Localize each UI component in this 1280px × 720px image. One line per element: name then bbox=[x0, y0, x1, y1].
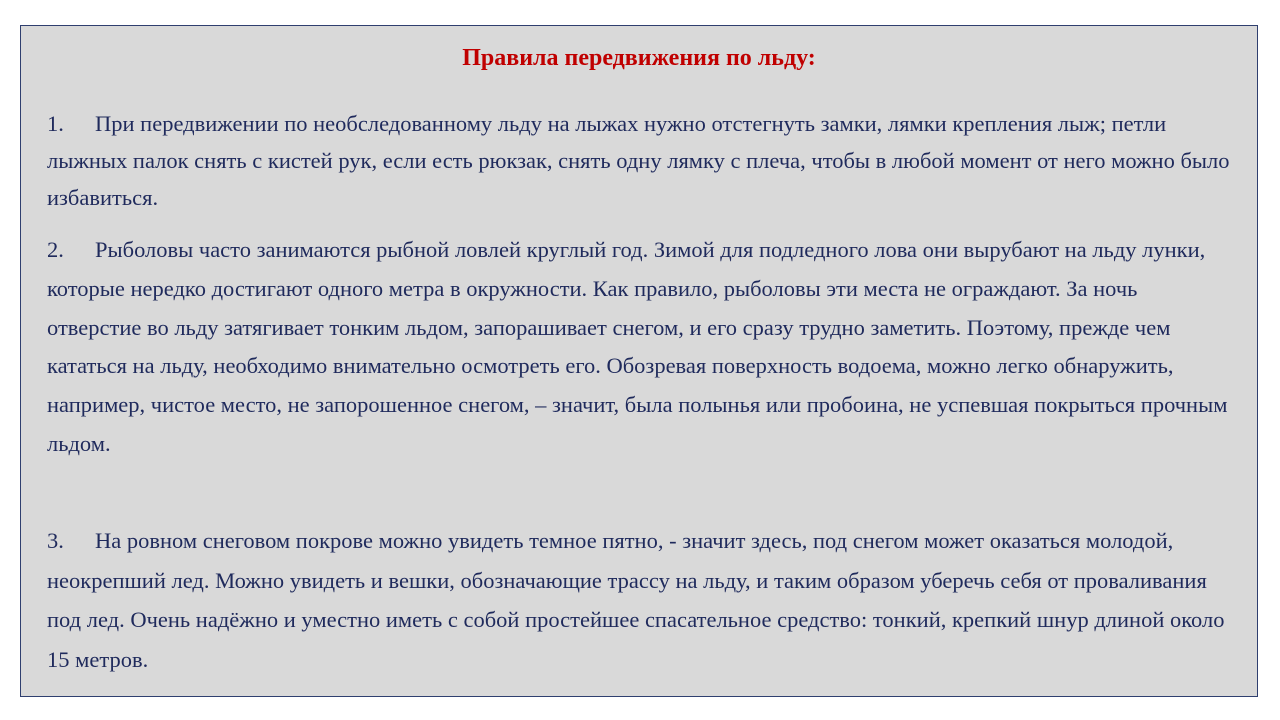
rule-text-2: Рыболовы часто занимаются рыбной ловлей круглый год. Зимой для подледного лова они вырубают на льду лунки, которые нередко достигают одного метра в окружности. Как правило, рыболовы эти места не ограждают. За ночь отверстие во льду затягивает тонким льдом, запорашивает снегом, и его сразу трудно заметить. Поэтому, прежде чем кататься на льду, необходимо внимательно осмотреть его. Обозревая поверхность водоема, можно легко обнаружить, например, чистое место, не запорошенное снегом, – значит, была полынья или пробоина, не успевшая покрыться прочным льдом. bbox=[47, 237, 1228, 456]
rule-paragraph-1 bbox=[47, 105, 1237, 216]
rule-text-3: На ровном снеговом покрове можно увидеть темное пятно, - значит здесь, под снегом может оказаться молодой, неокрепший лед. Можно увидеть и вешки, обозначающие трассу на льду, и таким образом уберечь себя от проваливания под лед. Очень надёжно и уместно иметь с собой простейшее спасательное средство: тонкий, крепкий шнур длиной около 15 метров. bbox=[47, 528, 1225, 672]
slide-title: Правила передвижения по льду: bbox=[462, 45, 816, 71]
rule-number-3: 3. bbox=[47, 528, 64, 553]
rule-paragraph-3 bbox=[47, 521, 1237, 679]
rule-paragraph-2 bbox=[47, 231, 1237, 464]
rule-number-1: 1. bbox=[47, 111, 64, 136]
slide-panel bbox=[20, 25, 1258, 697]
rule-text-1: При передвижении по необследованному льду на лыжах нужно отстегнуть замки, лямки крепления лыж; петли лыжных палок снять с кистей рук, если есть рюкзак, снять одну лямку с плеча, чтобы в любой момент от него можно было избавиться. bbox=[47, 111, 1230, 210]
rule-number-2: 2. bbox=[47, 237, 64, 262]
